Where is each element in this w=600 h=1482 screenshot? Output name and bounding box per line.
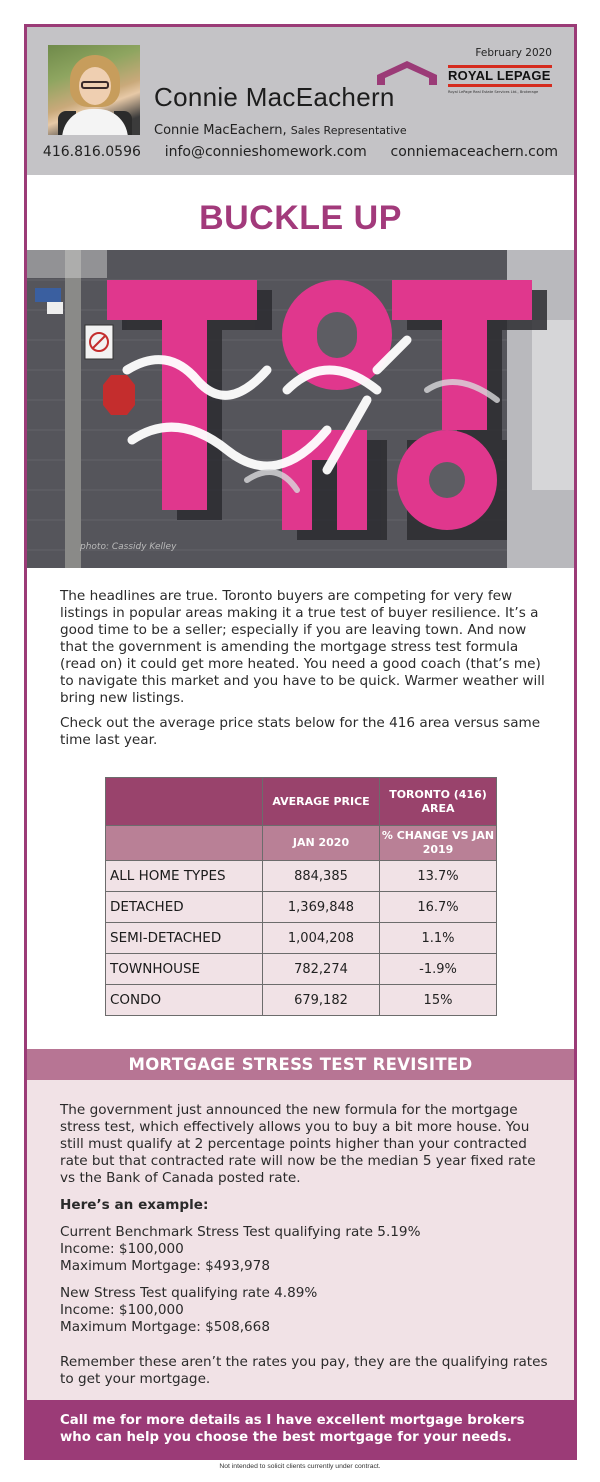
agent-name: Connie MacEachern [154, 82, 395, 112]
price-cell: 1,004,208 [263, 923, 380, 954]
change-cell: 13.7% [380, 861, 497, 892]
agent-title-role: Sales Representative [290, 124, 407, 137]
intro-text [60, 588, 550, 757]
table-subheader-date: JAN 2020 [263, 826, 380, 861]
closing-paragraph: Remember these aren’t the rates you pay, they are the qualifying rates to get your mortgage. [60, 1354, 548, 1387]
example-current-max: Maximum Mortgage: $493,978 [60, 1258, 270, 1274]
price-cell: 884,385 [263, 861, 380, 892]
change-cell: -1.9% [380, 954, 497, 985]
newsletter-frame [24, 24, 577, 1460]
table-header-average-price: AVERAGE PRICE [263, 778, 380, 826]
home-type-cell: TOWNHOUSE [106, 954, 263, 985]
issue-date: February 2020 [475, 47, 552, 59]
example-new [60, 1285, 550, 1336]
header [27, 27, 574, 175]
table-subheader-row [106, 826, 497, 861]
table-row [106, 954, 497, 985]
price-cell: 679,182 [263, 985, 380, 1016]
mortgage-text [60, 1102, 550, 1398]
table-row [106, 861, 497, 892]
stop-sign-icon [103, 375, 135, 415]
mural-art [27, 250, 574, 568]
contact-row [27, 144, 574, 160]
example-new-rate: New Stress Test qualifying rate 4.89% [60, 1285, 318, 1301]
example-new-income: Income: $100,000 [60, 1302, 184, 1318]
mural-photo [27, 250, 574, 568]
email-link[interactable]: info@connieshomework.com [164, 144, 367, 160]
example-current-income: Income: $100,000 [60, 1241, 184, 1257]
call-to-action: Call me for more details as I have excellent mortgage brokers who can help you choose the best mortgage for your needs. [27, 1400, 574, 1460]
mortgage-section-title: MORTGAGE STRESS TEST REVISITED [27, 1049, 574, 1080]
example-current [60, 1224, 550, 1275]
table-row [106, 923, 497, 954]
change-cell: 1.1% [380, 923, 497, 954]
example-current-rate: Current Benchmark Stress Test qualifying rate 5.19% [60, 1224, 421, 1240]
headline: BUCKLE UP [199, 199, 402, 237]
mortgage-section [27, 1080, 574, 1400]
table-row [106, 985, 497, 1016]
street-sign-icon [35, 288, 61, 302]
mortgage-paragraph: The government just announced the new formula for the mortgage stress test, which effectively allows you to buy a bit more house. You still must qualify at 2 percentage points higher than your contracted rate but that contracted rate will now be the median 5 year fixed rate vs the Bank of Canada posted rate. [60, 1102, 536, 1186]
agent-photo [48, 45, 140, 135]
table-row [106, 892, 497, 923]
photo-credit: photo: Cassidy Kelley [80, 542, 177, 552]
brokerage-subtext: Royal LePage Real Estate Services Ltd., Brokerage [448, 90, 539, 94]
agent-title [154, 123, 407, 138]
home-type-cell: CONDO [106, 985, 263, 1016]
price-cell: 782,274 [263, 954, 380, 985]
change-cell: 16.7% [380, 892, 497, 923]
example-new-max: Maximum Mortgage: $508,668 [60, 1319, 270, 1335]
intro-paragraph-2: Check out the average price stats below for the 416 area versus same time last year. [60, 715, 541, 748]
table-subheader-change: % CHANGE VS JAN 2019 [380, 826, 497, 861]
example-heading: Here’s an example: [60, 1197, 209, 1213]
change-cell: 15% [380, 985, 497, 1016]
agent-title-name: Connie MacEachern, [154, 123, 287, 138]
table-header-row [106, 778, 497, 826]
home-type-cell: ALL HOME TYPES [106, 861, 263, 892]
table-header-toronto: TORONTO (416) AREA [380, 778, 497, 826]
intro-paragraph: The headlines are true. Toronto buyers are competing for very few listings in popular areas making it a true test of buyer resilience. It’s a good time to be a seller; especially if you are leaving town. And now that the government is amending the mortgage stress test formula (read on) it could get more heated. You need a good coach (that’s me) to navigate this market and you have to be quick. Warmer weather will bring new listings. [60, 588, 545, 706]
disclaimer: Not intended to solicit clients currently under contract. [219, 1463, 381, 1470]
home-type-cell: DETACHED [106, 892, 263, 923]
table-subheader-empty [106, 826, 263, 861]
website-link[interactable]: conniemaceachern.com [390, 144, 559, 160]
price-cell: 1,369,848 [263, 892, 380, 923]
table-header-empty [106, 778, 263, 826]
home-type-cell: SEMI-DETACHED [106, 923, 263, 954]
price-stats-table [105, 777, 497, 1016]
phone-link[interactable]: 416.816.0596 [42, 144, 141, 160]
royal-lepage-logo-text: ROYAL LEPAGE [448, 68, 551, 83]
royal-lepage-logo [448, 65, 552, 101]
